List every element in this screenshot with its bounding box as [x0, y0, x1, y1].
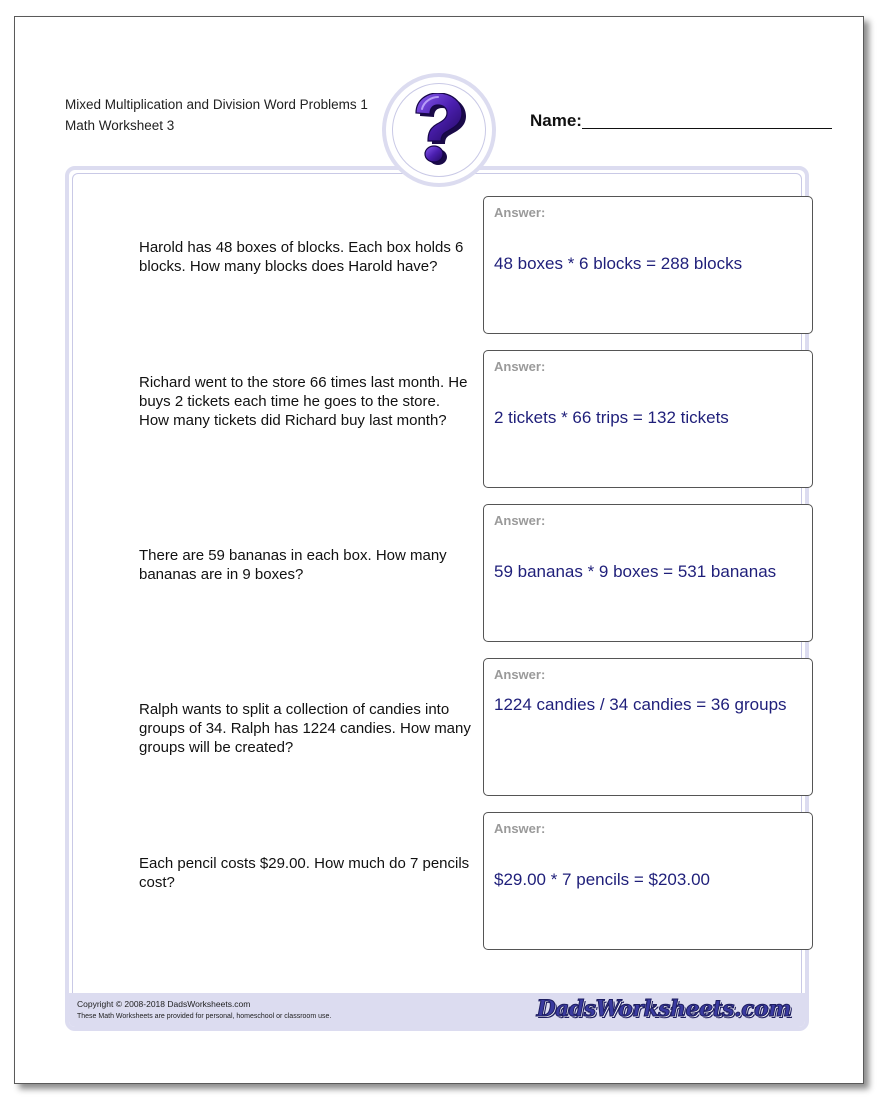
problem-2-question: Richard went to the store 66 times last month. He buys 2 tickets each time he goes to the store. How many tickets did Richard buy last month? — [139, 374, 468, 429]
dadsworksheets-logo[interactable]: DadsWorksheets.com — [536, 996, 791, 1022]
problem-3-answer: 59 bananas * 9 boxes = 531 bananas — [494, 562, 777, 581]
worksheet-page — [14, 16, 864, 1084]
problem-3-question: There are 59 bananas in each box. How many bananas are in 9 boxes? — [139, 547, 447, 583]
problem-5-question: Each pencil costs $29.00. How much do 7 pencils cost? — [139, 855, 470, 891]
problem-1-question: Harold has 48 boxes of blocks. Each box holds 6 blocks. How many blocks does Harold have? — [139, 239, 464, 275]
problems-frame — [65, 166, 809, 1031]
problem-4-answer: 1224 candies / 34 candies = 36 groups — [494, 695, 787, 714]
problem-1-answer: 48 boxes * 6 blocks = 288 blocks — [494, 254, 743, 273]
problem-5-answer-box[interactable] — [483, 812, 813, 950]
name-field[interactable] — [530, 111, 832, 133]
problem-1-answer-box[interactable] — [483, 196, 813, 334]
answer-label: Answer: — [494, 821, 546, 836]
worksheet-footer — [69, 993, 805, 1027]
answer-label: Answer: — [494, 667, 546, 682]
problem-4-answer-box[interactable] — [483, 658, 813, 796]
problem-4-question: Ralph wants to split a collection of candies into groups of 34. Ralph has 1224 candies. How many groups will be created? — [139, 701, 471, 756]
problem-3-answer-box[interactable] — [483, 504, 813, 642]
answer-label: Answer: — [494, 205, 546, 220]
name-label: Name: — [530, 111, 582, 130]
question-badge — [382, 73, 496, 187]
usage-notice: These Math Worksheets are provided for personal, homeschool or classroom use. — [77, 1013, 332, 1020]
worksheet-title: Mixed Multiplication and Division Word Problems 1 — [65, 97, 368, 112]
question-mark-icon — [406, 93, 472, 169]
name-underline — [582, 128, 832, 129]
problem-2-answer: 2 tickets * 66 trips = 132 tickets — [494, 408, 729, 427]
problem-2-answer-box[interactable] — [483, 350, 813, 488]
worksheet-subtitle: Math Worksheet 3 — [65, 118, 175, 133]
answer-label: Answer: — [494, 359, 546, 374]
problem-5-answer: $29.00 * 7 pencils = $203.00 — [494, 870, 710, 889]
answer-label: Answer: — [494, 513, 546, 528]
copyright-text: Copyright © 2008-2018 DadsWorksheets.com — [77, 999, 251, 1009]
